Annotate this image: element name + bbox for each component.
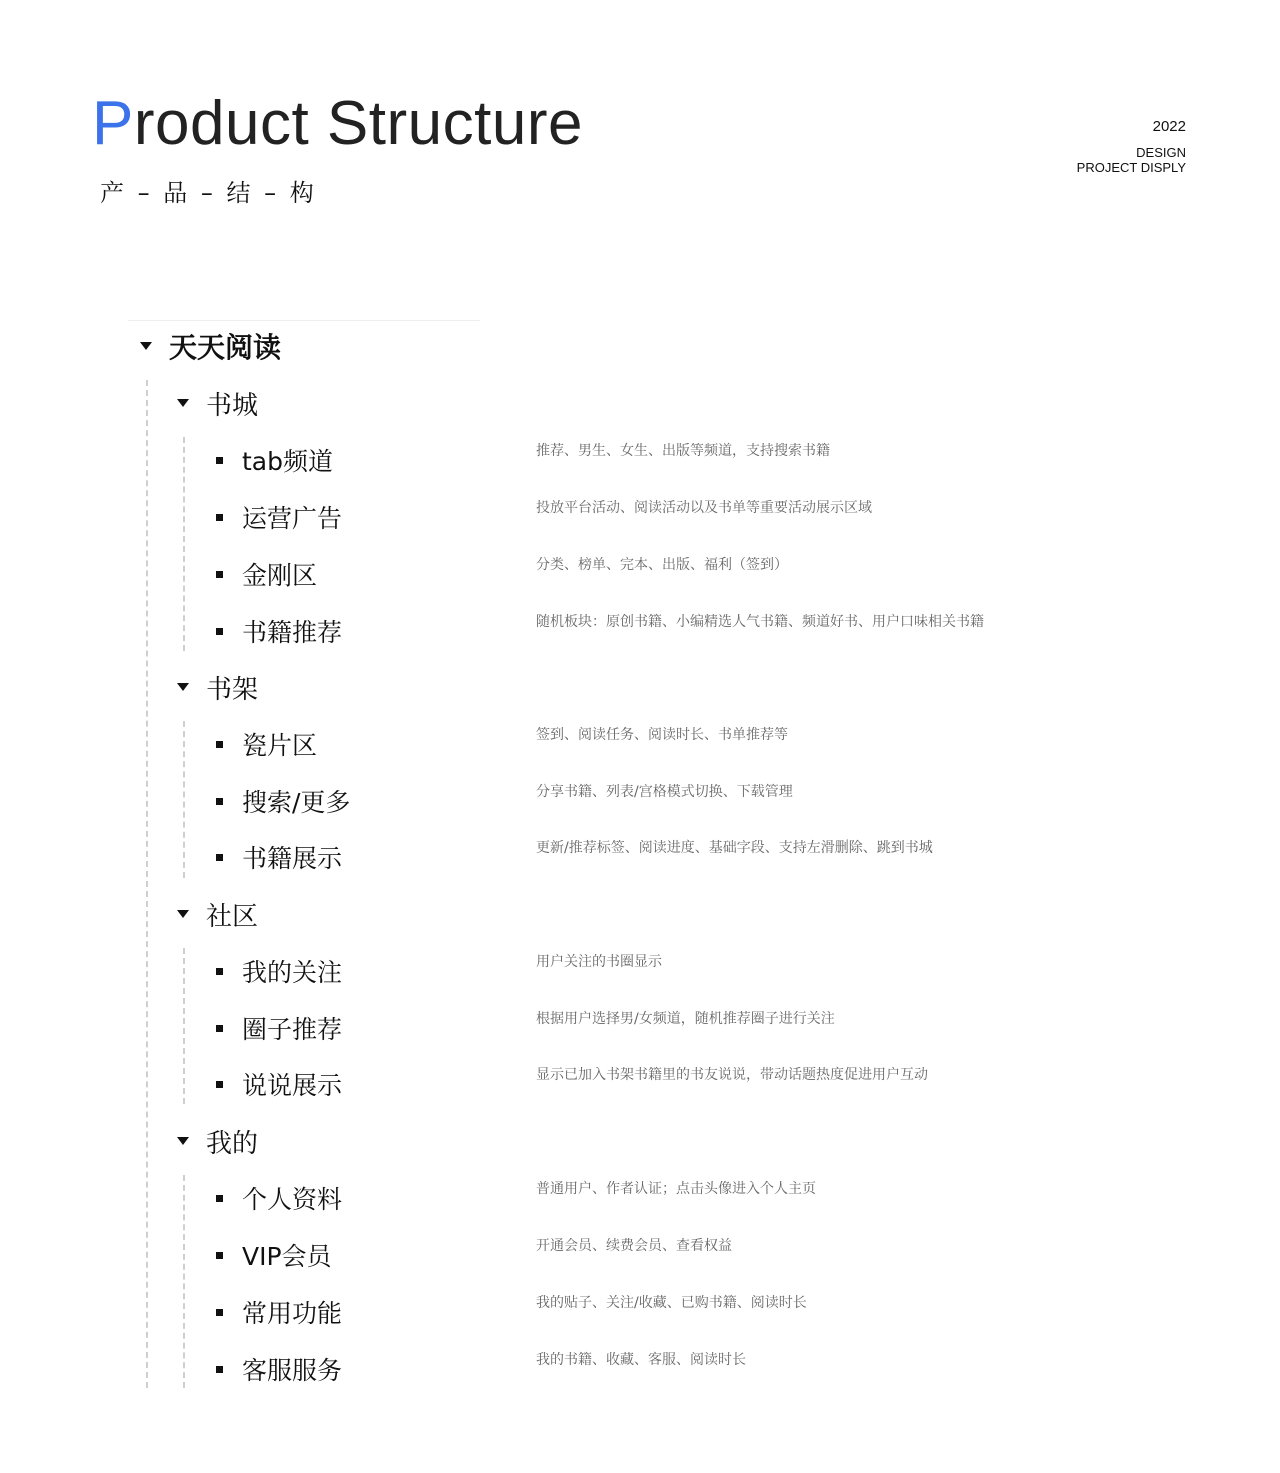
tree-item-description: 分类、榜单、完本、出版、福利（签到）	[536, 557, 788, 573]
page-subtitle: 产 – 品 – 结 – 构	[100, 179, 317, 207]
tree-item-label: 圈子推荐	[242, 1015, 343, 1044]
caret-down-icon[interactable]	[140, 342, 152, 350]
category-dashed-line	[183, 437, 185, 651]
tree-item-description: 签到、阅读任务、阅读时长、书单推荐等	[536, 727, 788, 743]
category-row	[177, 667, 258, 707]
square-bullet-icon	[216, 1252, 223, 1259]
tree-item-label: tab频道	[242, 447, 333, 476]
tree-item-description: 分享书籍、列表/宫格模式切换、下载管理	[536, 784, 793, 800]
square-bullet-icon	[216, 571, 223, 578]
square-bullet-icon	[216, 1195, 223, 1202]
category-label: 书城	[206, 390, 259, 421]
tree-item-description: 用户关注的书圈显示	[536, 954, 662, 970]
square-bullet-icon	[216, 628, 223, 635]
tree-item-description: 推荐、男生、女生、出版等频道，支持搜索书籍	[536, 443, 830, 459]
square-bullet-icon	[216, 1025, 223, 1032]
tree-item-row	[216, 781, 350, 821]
tree-item-row	[216, 440, 333, 480]
square-bullet-icon	[216, 457, 223, 464]
tree-item-description: 普通用户、作者认证；点击头像进入个人主页	[536, 1181, 816, 1197]
tree-item-label: 我的关注	[242, 958, 343, 987]
tree-item-description: 我的书籍、收藏、客服、阅读时长	[536, 1352, 746, 1368]
tree-item-label: 个人资料	[242, 1185, 343, 1214]
square-bullet-icon	[216, 1081, 223, 1088]
caret-down-icon[interactable]	[177, 683, 189, 691]
tree-item-description: 显示已加入书架书籍里的书友说说，带动话题热度促进用户互动	[536, 1067, 928, 1083]
square-bullet-icon	[216, 514, 223, 521]
caret-down-icon[interactable]	[177, 1137, 189, 1145]
tree-item-description: 随机板块：原创书籍、小编精选人气书籍、频道好书、用户口味相关书籍	[536, 614, 984, 630]
tree-item-label: 瓷片区	[242, 731, 318, 760]
caret-down-icon[interactable]	[177, 399, 189, 407]
category-row	[177, 383, 258, 423]
category-dashed-line	[183, 948, 185, 1104]
tree-item-description: 更新/推荐标签、阅读进度、基础字段、支持左滑删除、跳到书城	[536, 840, 933, 856]
tree-item-row	[216, 497, 342, 537]
tree-item-row	[216, 724, 317, 764]
tree-item-row	[216, 1178, 342, 1218]
square-bullet-icon	[216, 854, 223, 861]
tree-item-row	[216, 1064, 342, 1104]
tree-item-row	[216, 1292, 342, 1332]
tree-item-label: 运营广告	[242, 504, 343, 533]
tree-item-row	[216, 611, 342, 651]
design-line-1: DESIGN	[1136, 145, 1186, 160]
tree-item-label: 说说展示	[242, 1071, 343, 1100]
tree-item-label: 金刚区	[242, 561, 318, 590]
square-bullet-icon	[216, 1309, 223, 1316]
tree-item-label: 书籍推荐	[242, 618, 343, 647]
design-line-2: PROJECT DISPLY	[1076, 160, 1186, 175]
year-label: 2022	[1152, 118, 1186, 135]
square-bullet-icon	[216, 968, 223, 975]
tree-item-row	[216, 554, 317, 594]
tree-item-label: 客服服务	[242, 1356, 343, 1385]
tree-item-label: 常用功能	[242, 1299, 343, 1328]
page-title	[92, 86, 583, 162]
tree-item-row	[216, 951, 342, 991]
tree-root-dashed-line	[146, 380, 148, 1388]
tree-item-description: 投放平台活动、阅读活动以及书单等重要活动展示区域	[536, 500, 872, 516]
tree-item-row	[216, 1008, 342, 1048]
tree-item-row	[216, 837, 342, 877]
tree-item-label: 书籍展示	[242, 844, 343, 873]
title-rest: roduct Structure	[133, 89, 583, 158]
square-bullet-icon	[216, 798, 223, 805]
category-dashed-line	[183, 1175, 185, 1388]
tree-top-divider	[128, 320, 480, 321]
category-label: 书架	[206, 674, 259, 705]
tree-root-row	[140, 326, 281, 366]
category-row	[177, 1121, 258, 1161]
category-label: 我的	[206, 1128, 259, 1159]
tree-item-description: 开通会员、续费会员、查看权益	[536, 1238, 732, 1254]
tree-item-description: 我的贴子、关注/收藏、已购书籍、阅读时长	[536, 1295, 807, 1311]
tree-item-row	[216, 1349, 342, 1389]
square-bullet-icon	[216, 741, 223, 748]
category-dashed-line	[183, 721, 185, 878]
square-bullet-icon	[216, 1366, 223, 1373]
category-label: 社区	[206, 901, 259, 932]
caret-down-icon[interactable]	[177, 910, 189, 918]
title-accent-letter: P	[92, 89, 134, 158]
tree-root-label: 天天阅读	[169, 331, 282, 364]
design-label	[1077, 145, 1186, 175]
tree-item-label: 搜索/更多	[242, 788, 351, 817]
tree-item-description: 根据用户选择男/女频道，随机推荐圈子进行关注	[536, 1011, 835, 1027]
tree-item-label: VIP会员	[242, 1242, 332, 1271]
tree-item-row	[216, 1235, 332, 1275]
category-row	[177, 894, 258, 934]
